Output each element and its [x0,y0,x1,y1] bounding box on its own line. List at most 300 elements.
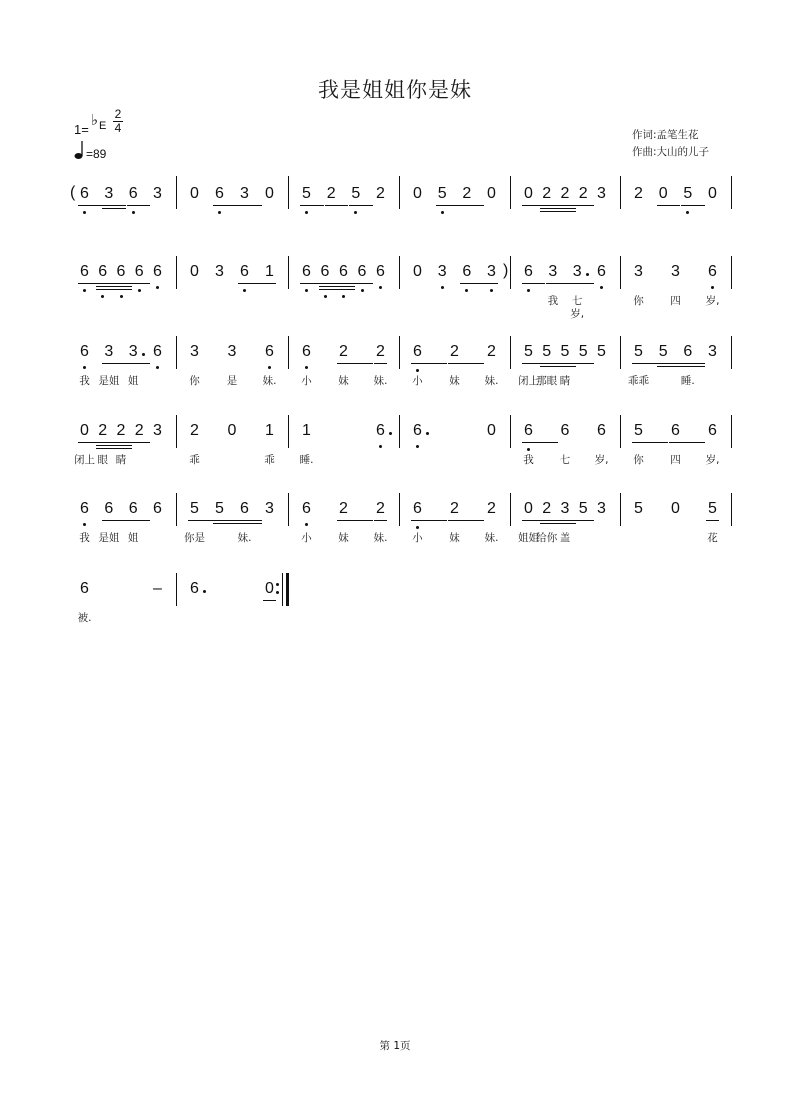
note: 2 [376,500,385,517]
octave-dot [218,211,221,214]
underline-beam [546,283,594,284]
lyric-syllable: 你 [633,295,644,307]
note: 5 [302,185,311,202]
note: 5 [634,500,643,517]
note: 2 [98,422,108,439]
lyric-syllable: 眼 [97,454,108,466]
underline-beam [213,523,262,524]
note: 6 [708,422,717,439]
note: 6 [597,422,606,439]
augmentation-dot [142,353,145,356]
underline-beam [263,600,276,601]
note: 5 [351,185,361,202]
lyric-syllable: 睡. [680,375,695,387]
note: 3 [548,263,558,280]
note: 2 [134,422,144,439]
octave-dot [324,295,327,298]
lyric-syllable: 我 [547,295,559,307]
underline-beam [337,520,373,521]
measure [620,412,731,482]
note: 2 [376,343,385,360]
octave-dot [305,289,308,292]
underline-beam [127,205,150,206]
note: 0 [265,580,274,597]
measure [288,333,399,403]
underline-beam [657,366,705,367]
underline-beam [102,208,125,209]
underline-beam [460,283,498,284]
octave-dot [83,523,86,526]
note: 0 [190,263,199,280]
underline-beam [96,445,132,446]
lyric-syllable: 闭上 [74,454,95,466]
lyric-syllable: 四 [670,454,681,466]
lyric-syllable: 乖 [189,454,200,466]
octave-dot [138,289,141,292]
augmentation-dot [203,590,206,593]
octave-dot [354,211,357,214]
note: 2 [190,422,199,439]
underline-beam [540,211,576,212]
note: 6 [128,185,138,202]
lyric-syllable: 睛 [115,454,127,466]
key-label: 1= [74,122,89,137]
octave-dot [600,286,603,289]
time-signature [112,108,124,135]
note: 6 [683,343,693,360]
measure [288,490,399,560]
underline-beam [632,363,705,364]
measure [66,490,176,560]
measure [620,490,731,560]
octave-dot [686,211,689,214]
lyric-syllable: 睡. [299,454,314,466]
measure [66,333,176,403]
song-title: 我是姐姐你是妹 [318,78,472,102]
note: 0 [487,185,496,202]
lyric-syllable: 七岁, [570,295,585,320]
note: 6 [671,422,680,439]
note: 3 [215,263,224,280]
note: 6 [80,580,89,597]
measure [288,412,399,482]
underline-beam [669,442,705,443]
underline-beam [319,289,355,290]
octave-dot [268,366,271,369]
note: 2 [462,185,472,202]
measure [176,175,288,245]
note: 0 [487,422,496,439]
lyricist-credit: 作词:孟笔生花 [632,129,699,141]
note: 5 [578,500,588,517]
note: 6 [302,500,311,517]
measure [176,570,288,640]
lyric-syllable: 是 [226,375,238,387]
lyric-syllable: 小 [412,375,423,387]
augmentation-dot [586,273,589,276]
note: 0 [708,185,717,202]
note: 5 [215,500,224,517]
underline-beam [522,520,594,521]
underline-beam [632,442,668,443]
underline-beam [96,448,132,449]
octave-dot [416,526,419,529]
note: 6 [560,422,570,439]
note: 3 [597,185,606,202]
note: 5 [190,500,199,517]
note: 6 [413,500,422,517]
note: 5 [437,185,447,202]
underline-beam [522,205,594,206]
underline-beam [188,520,262,521]
underline-beam [96,286,132,287]
lyric-syllable: 岁, [594,454,609,466]
repeat-dot [276,583,279,586]
note: 0 [190,185,199,202]
note: 3 [437,263,447,280]
octave-dot [342,295,345,298]
measure [399,175,510,245]
octave-dot [527,289,530,292]
note: 3 [104,343,114,360]
note: 3 [265,500,274,517]
octave-dot [416,369,419,372]
time-signature-top: 2 [114,107,122,121]
note: 3 [227,343,237,360]
lyric-syllable: 被. [77,612,92,624]
lyric-syllable: 乖 [264,454,275,466]
measure [399,490,510,560]
lyric-syllable: 妹 [338,375,349,387]
note: 6 [104,500,114,517]
underline-beam [337,363,373,364]
octave-dot [490,289,493,292]
note: 2 [487,500,496,517]
note: 6 [339,263,348,280]
note: 3 [560,500,570,517]
note: 2 [326,185,336,202]
note: 2 [450,500,459,517]
underline-beam [448,363,484,364]
note: 3 [487,263,496,280]
note: 5 [658,343,668,360]
lyric-syllable: 是姐 [98,375,120,387]
measure [176,490,288,560]
note: 6 [708,263,717,280]
note: 6 [524,263,533,280]
key-letter: E [99,120,107,132]
lyric-syllable: 小 [301,375,312,387]
lyric-syllable: 你 [189,375,200,387]
octave-dot [711,286,714,289]
measure [620,253,731,323]
lyric-syllable: 小 [301,532,312,544]
note: 2 [339,343,348,360]
measure [510,412,620,482]
barline [731,336,732,369]
underline-beam [300,205,324,206]
measure [510,333,620,403]
barline [731,493,732,526]
flat-icon: ♭ [91,112,99,129]
underline-beam [300,283,373,284]
note: 6 [153,263,162,280]
note: 6 [302,343,311,360]
underline-beam [540,366,576,367]
measure [510,490,620,560]
underline-beam [78,205,126,206]
note: 6 [240,263,249,280]
measure [620,333,731,403]
lyric-syllable: 妹. [373,532,388,544]
underline-beam [213,205,262,206]
note: 6 [80,500,89,517]
octave-dot [379,445,382,448]
note: 0 [80,422,89,439]
augmentation-dot [426,432,429,435]
octave-dot [83,366,86,369]
augmentation-dot [389,432,392,435]
note: 6 [80,263,89,280]
measure [510,175,620,245]
lyric-syllable: 妹. [373,375,388,387]
lyric-syllable: 姐姐 [518,532,539,544]
underline-beam [349,205,373,206]
note: 3 [597,500,606,517]
underline-beam [436,205,484,206]
lyric-syllable: 我 [79,532,90,544]
lyric-syllable: 睛 [559,375,571,387]
octave-dot [101,295,104,298]
measure [66,253,176,323]
underline-beam [325,205,349,206]
barline [731,176,732,209]
note: 6 [376,263,385,280]
octave-dot [465,289,468,292]
note: 2 [560,185,570,202]
note: 5 [542,343,552,360]
note: 6 [80,185,89,202]
note: 6 [265,343,274,360]
note: 2 [450,343,459,360]
octave-dot [441,286,444,289]
quarter-note-icon [74,140,86,160]
note: 6 [413,422,422,439]
lyric-syllable: 四 [670,295,681,307]
underline-beam [522,442,558,443]
barline [731,415,732,448]
lyric-syllable: 那眼 [536,375,558,387]
note: 3 [671,263,680,280]
measure [288,253,399,323]
octave-dot [305,211,308,214]
note: 1 [265,263,274,280]
measure [176,412,288,482]
note: 6 [134,263,144,280]
note: 5 [597,343,606,360]
underline-beam [374,363,387,364]
octave-dot [156,366,159,369]
lyric-syllable: 花 [707,532,718,544]
note: 6 [153,343,162,360]
note: 3 [128,343,138,360]
octave-dot [441,211,444,214]
note: 6 [524,422,533,439]
lyric-syllable: 妹. [262,375,277,387]
underline-beam [540,523,576,524]
note: 6 [190,580,199,597]
note: 1 [302,422,311,439]
note: 0 [413,185,422,202]
lyric-syllable: 岁, [705,295,720,307]
lyric-syllable: 妹. [237,532,252,544]
close-paren: ) [503,262,509,279]
note: 3 [153,185,162,202]
lyric-syllable: 小 [412,532,423,544]
measure [399,253,510,323]
underline-beam [540,208,576,209]
lyric-syllable: 姐 [127,375,139,387]
underline-beam [411,363,447,364]
note: 6 [462,263,472,280]
note: 3 [104,185,114,202]
measure [288,175,399,245]
octave-dot [132,211,135,214]
measure [176,333,288,403]
barline [731,256,732,289]
note: 6 [320,263,330,280]
lyric-syllable: 妹. [484,532,499,544]
note: – [153,580,162,597]
note: 5 [708,500,717,517]
note: 0 [413,263,422,280]
lyric-syllable: 姐 [127,532,139,544]
underline-beam [238,283,276,284]
note: 0 [227,422,237,439]
measure [399,412,510,482]
lyric-syllable: 你是 [184,532,205,544]
underline-beam [102,520,150,521]
note: 5 [683,185,693,202]
note: 2 [339,500,348,517]
note: 2 [634,185,643,202]
octave-dot [83,289,86,292]
composer-credit: 作曲:大山的儿子 [632,146,710,158]
note: 2 [116,422,126,439]
underline-beam [522,283,545,284]
barline [282,573,283,606]
lyric-syllable: 乖乖 [628,375,649,387]
note: 5 [634,343,643,360]
octave-dot [379,286,382,289]
note: 0 [524,185,533,202]
note: 1 [265,422,274,439]
measure [66,570,176,640]
underline-beam [102,363,150,364]
note: 6 [357,263,367,280]
note: 2 [578,185,588,202]
underline-beam [522,363,594,364]
note: 3 [634,263,643,280]
lyric-syllable: 盖 [559,532,571,544]
lyric-syllable: 妹. [484,375,499,387]
octave-dot [416,445,419,448]
measure [620,175,731,245]
lyric-syllable: 闭上 [518,375,539,387]
note: 2 [542,185,552,202]
underline-beam [78,442,150,443]
note: 6 [376,422,385,439]
lyric-syllable: 岁, [705,454,720,466]
repeat-dot [276,591,279,594]
note: 5 [634,422,643,439]
note: 0 [524,500,533,517]
lyric-syllable: 我 [523,454,534,466]
octave-dot [305,366,308,369]
note: 6 [116,263,126,280]
note: 5 [560,343,570,360]
note: 3 [153,422,162,439]
lyric-syllable: 是姐 [98,532,120,544]
lyric-syllable: 妹 [449,532,460,544]
note: 5 [524,343,533,360]
key-and-tempo [74,108,144,164]
note: 6 [240,500,249,517]
lyric-syllable: 妹 [338,532,349,544]
lyric-syllable: 给你 [536,532,558,544]
measure [399,333,510,403]
note: 3 [190,343,199,360]
octave-dot [83,211,86,214]
note: 3 [240,185,249,202]
octave-dot [361,289,364,292]
time-signature-bottom: 4 [114,121,122,135]
note: 6 [80,343,89,360]
lyric-syllable: 七 [559,454,571,466]
underline-beam [78,283,150,284]
tempo-marking: =89 [86,147,107,161]
note: 2 [376,185,385,202]
underline-beam [411,520,447,521]
underline-beam [319,286,355,287]
underline-beam [657,205,681,206]
final-barline [286,573,289,606]
note: 6 [215,185,224,202]
octave-dot [243,289,246,292]
note: 6 [153,500,162,517]
octave-dot [527,448,530,451]
octave-dot [156,286,159,289]
octave-dot [305,523,308,526]
note: 2 [487,343,496,360]
measure [510,253,620,323]
underline-beam [448,520,484,521]
note: 6 [597,263,606,280]
page-number: 第 1页 [379,1040,411,1052]
underline-beam [96,289,132,290]
underline-beam [706,520,719,521]
lyric-syllable: 妹 [449,375,460,387]
note: 3 [572,263,582,280]
measure [66,175,176,245]
measure [176,253,288,323]
octave-dot [120,295,123,298]
measure [66,412,176,482]
note: 6 [413,343,422,360]
repeat-open-paren: ( [70,184,76,201]
note: 6 [128,500,138,517]
lyric-syllable: 你 [633,454,644,466]
